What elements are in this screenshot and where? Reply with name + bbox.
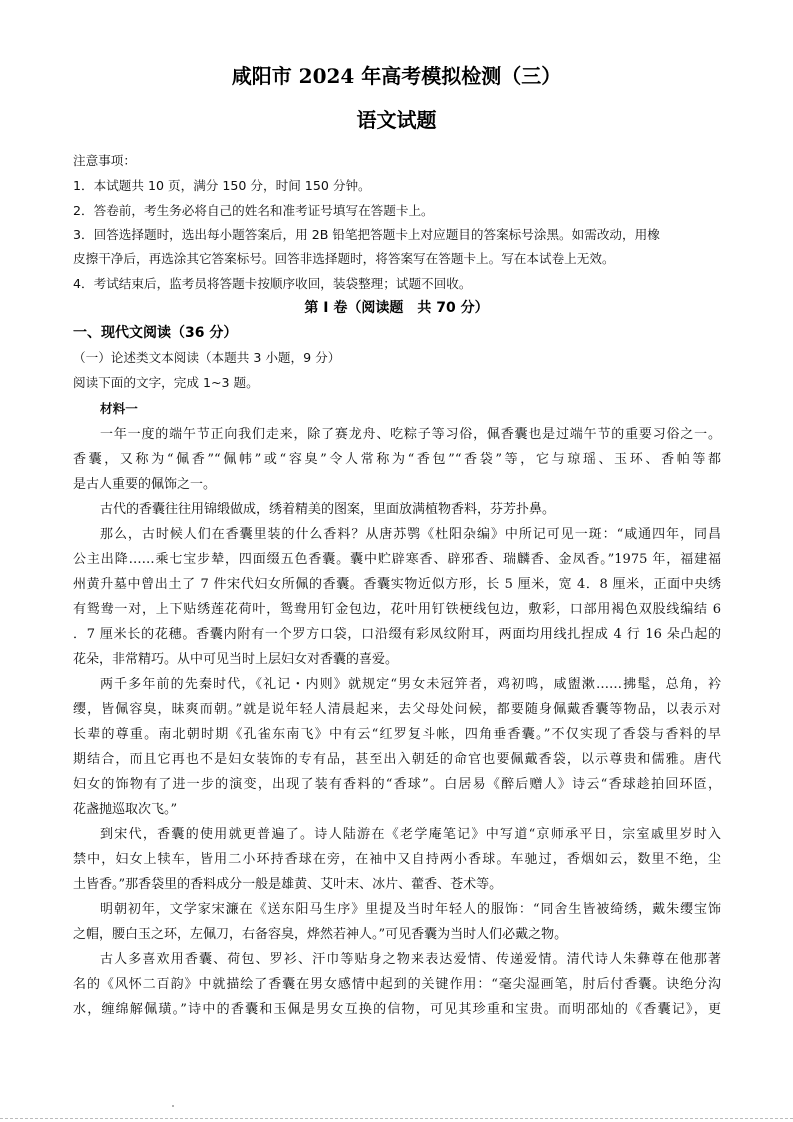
notice-item: 3．回答选择题时，选出每小题答案后，用 2B 铅笔把答题卡上对应题目的答案标号涂黑。如需改动，用橡: [73, 227, 660, 242]
paragraph-line: 之帽，腰白玉之环，左佩刀，右备容臭，烨然若神人。”可见香囊为当时人们必戴之物。: [73, 927, 568, 942]
paragraph-line: 古代的香囊往往用锦缎做成，绣着精美的图案，里面放满植物香料，芬芳扑鼻。: [100, 502, 556, 517]
notice-item: 2．答卷前，考生务必将自己的姓名和准考证号填写在答题卡上。: [73, 203, 434, 218]
paragraph-line: 香囊，又称为“佩香”“佩帏”或“容臭”令人常称为“香包”“香袋”等，它与琼瑶、玉环、香帕等都: [73, 452, 721, 467]
notice-item: 皮擦干净后，再选涂其它答案标号。回答非选择题时，将答案写在答题卡上。写在本试卷上无效。: [73, 251, 615, 266]
paragraph-line: 州黄升墓中曾出土了 7 件宋代妇女所佩的香囊。香囊实物近似方形，长 5 厘米，宽 4．8 厘米，正面中央绣: [73, 577, 721, 592]
part-title: 第 I 卷（阅读题 共 70 分）: [304, 300, 489, 316]
footer-dot: [172, 1105, 174, 1107]
subsection-title: （一）论述类文本阅读（本题共 3 小题，9 分）: [73, 350, 341, 365]
reading-instruction: 阅读下面的文字，完成 1~3 题。: [73, 375, 259, 390]
paragraph-line: 名的《风怀二百韵》中就描绘了香囊在男女感情中起到的关键作用：“毫尖湿画笔，肘后付香囊。诀绝分沟: [73, 977, 721, 992]
paragraph-line: 那么，古时候人们在香囊里装的什么香料？从唐苏鹗《杜阳杂编》中所记可见一斑：“咸通四年，同昌: [100, 527, 721, 542]
paragraph-line: 期结合，而且它再也不是妇女装饰的专有品，甚至出入朝廷的命官也要佩戴香袋，以示尊贵和儒雅。唐代: [73, 752, 721, 767]
paragraph-line: ．7 厘米长的花穗。香囊内附有一个罗方口袋，口沿缀有彩凤纹附耳，两面均用线扎捏成 4 行 16 朵凸起的: [73, 627, 721, 642]
exam-subtitle: 语文试题: [356, 108, 437, 132]
paragraph-line: 是古人重要的佩饰之一。: [73, 477, 217, 492]
paragraph-line: 花盏抛巡取次飞。”: [73, 802, 178, 817]
paragraph-line: 古人多喜欢用香囊、荷包、罗衫、汗巾等贴身之物来表达爱情、传递爱情。清代诗人朱彝尊在他那著: [100, 952, 721, 967]
paragraph-line: 两千多年前的先秦时代，《礼记・内则》就规定“男女未冠笄者，鸡初鸣，咸盥漱……拂髦，总角，衿: [100, 677, 721, 692]
exam-title: 咸阳市 2024 年高考模拟检测（三）: [231, 64, 562, 88]
paragraph-line: 到宋代，香囊的使用就更普遍了。诗人陆游在《老学庵笔记》中写道“京师承平日，宗室戚里岁时入: [100, 827, 721, 842]
paragraph-line: 土皆香。”那香袋里的香料成分一般是雄黄、艾叶末、冰片、藿香、苍术等。: [73, 877, 503, 892]
paragraph-line: 长辈的尊重。南北朝时期《孔雀东南飞》中有云“红罗复斗帐，四角垂香囊。”不仅实现了香袋与香料的早: [73, 727, 721, 742]
paragraph-line: 妇女的饰物有了进一步的演变，出现了装有香料的“香球”。白居易《醉后赠人》诗云“香球趁拍回环匼，: [73, 777, 721, 792]
material-label: 材料一: [100, 401, 138, 416]
paragraph-line: 花朵，非常精巧。从中可见当时上层妇女对香囊的喜爱。: [73, 652, 399, 667]
notice-item: 4．考试结束后，监考员将答题卡按顺序收回，装袋整理；试题不回收。: [73, 276, 472, 291]
paragraph-line: 公主出降……乘七宝步辇，四面缀五色香囊。囊中贮辟寒香、辟邪香、瑞麟香、金凤香。”1975 年，福建福: [73, 552, 721, 567]
paragraph-line: 水，缠绵解佩璜。”诗中的香囊和玉佩是男女互换的信物，可见其珍重和宝贵。而明邵灿的《香囊记》，更: [73, 1002, 721, 1017]
paragraph-line: 缨，皆佩容臭，昧爽而朝。”就是说年轻人清晨起来，去父母处问候，都要随身佩戴香囊等物品，以表示对: [73, 702, 721, 717]
notice-heading: 注意事项：: [73, 153, 136, 168]
paragraph-line: 一年一度的端午节正向我们走来，除了赛龙舟、吃粽子等习俗，佩香囊也是过端午节的重要习俗之一。: [100, 427, 721, 442]
paragraph-line: 禁中，妇女上犊车，皆用二小环持香球在旁，在袖中又自持两小香球。车驰过，香烟如云，数里不绝，尘: [73, 852, 721, 867]
paragraph-line: 明朝初年，文学家宋濂在《送东阳马生序》里提及当时年轻人的服饰：“同舍生皆被绮绣，戴朱缨宝饰: [100, 902, 721, 917]
footer-divider: [0, 1118, 793, 1119]
paragraph-line: 有鸳鸯一对，上下贴绣莲花荷叶，鸳鸯用钉金包边，花叶用钉铁梗线包边，敷彩，口部用褐色双股线编结 6: [73, 602, 721, 617]
section-title: 一、现代文阅读（36 分）: [73, 325, 238, 341]
notice-item: 1．本试题共 10 页，满分 150 分，时间 150 分钟。: [73, 178, 371, 193]
